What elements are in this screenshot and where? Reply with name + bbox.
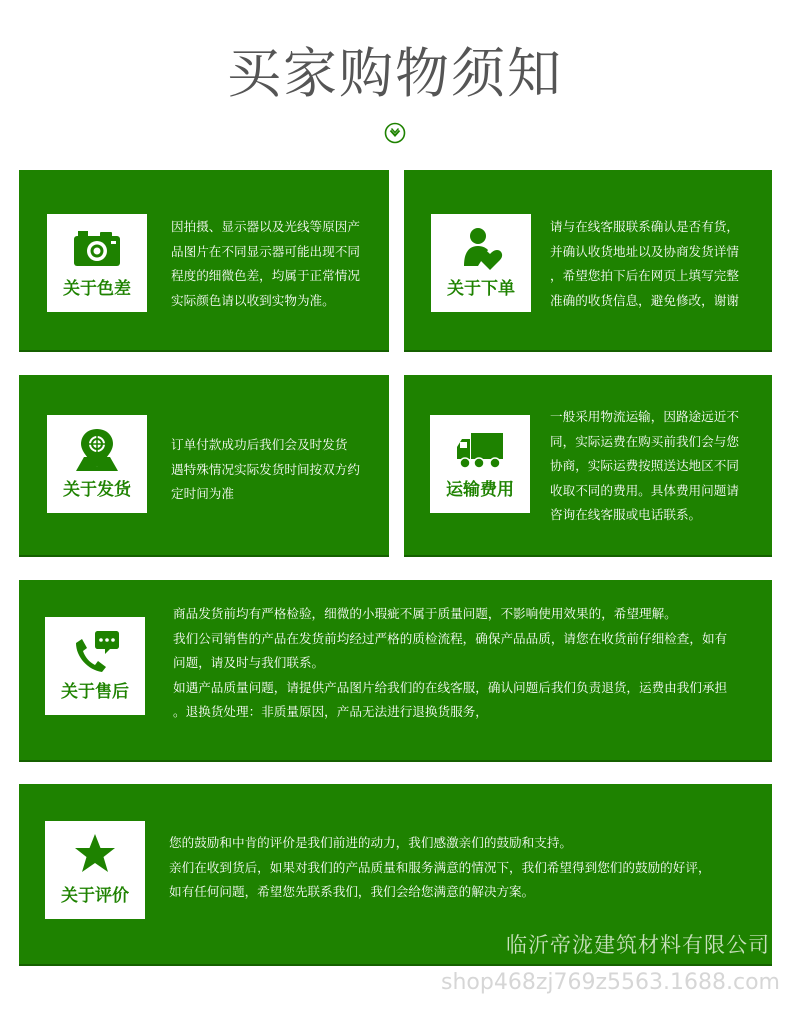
- location-pin-icon: [72, 427, 122, 471]
- card-label: 关于下单: [447, 279, 515, 299]
- icon-box: [47, 415, 147, 513]
- text-line: 实际颜色请以收到实物为准。: [171, 292, 335, 308]
- card-text: [171, 215, 381, 313]
- shop-url-watermark: shop468zj769z5563.1688.com: [441, 970, 780, 995]
- text-line: 并确认收货地址以及协商发货详情: [550, 243, 739, 259]
- text-line: 亲们在收到货后，如果对我们的产品质量和服务满意的情况下，我们希望得到您们的鼓励的好评，: [169, 859, 711, 875]
- icon-box: [47, 214, 147, 312]
- truck-icon: [455, 427, 505, 471]
- text-line: 如有任何问题，希望您先联系我们，我们会给您满意的解决方案。: [169, 884, 535, 899]
- text-line: 遇特殊情况实际发货时间按双方约: [171, 461, 360, 477]
- card-label: 关于发货: [63, 480, 131, 500]
- icon-box: [430, 415, 530, 513]
- text-line: 咨询在线客服或电话联系。: [550, 507, 702, 522]
- text-line: 您的鼓励和中肯的评价是我们前进的动力，我们感激亲们的鼓励和支持。: [169, 835, 572, 850]
- text-line: ，希望您拍下后在网页上填写完整: [550, 268, 739, 283]
- company-name: 临沂帝泷建筑材料有限公司: [506, 933, 770, 957]
- camera-icon: [72, 226, 122, 270]
- phone-chat-icon: [70, 629, 120, 673]
- info-card-ordering: [404, 170, 772, 352]
- text-line: 因拍摄、显示器以及光线等原因产: [171, 219, 360, 234]
- icon-box: [45, 617, 145, 715]
- text-line: 程度的细微色差，均属于正常情况: [171, 268, 360, 283]
- text-line: 收取不同的费用。具体费用问题请: [550, 482, 739, 498]
- user-heart-icon: [456, 226, 506, 270]
- text-line: 问题，请及时与我们联系。: [173, 655, 325, 670]
- text-line: 我们公司销售的产品在发货前均经过严格的质检流程，确保产品品质，请您在收货前仔细检查，如有: [173, 630, 728, 646]
- text-line: 请与在线客服联系确认是否有货，: [550, 219, 739, 234]
- card-label: 关于评价: [61, 886, 129, 906]
- text-line: 同，实际运费在购买前我们会与您: [550, 433, 739, 449]
- text-line: 订单付款成功后我们会及时发货: [171, 437, 348, 452]
- card-label: 关于色差: [63, 279, 131, 299]
- icon-box: [45, 821, 145, 919]
- card-label: 运输费用: [446, 480, 514, 500]
- card-text: [550, 215, 768, 313]
- info-card-freight: [404, 375, 772, 557]
- card-text: [171, 433, 381, 507]
- text-line: 定时间为准: [171, 486, 234, 501]
- info-card-shipping: [19, 375, 389, 557]
- text-line: 商品发货前均有严格检验，细微的小瑕疵不属于质量问题，不影响使用效果的，希望理解。: [173, 606, 677, 621]
- text-line: 如遇产品质量问题，请提供产品图片给我们的在线客服，确认问题后我们负责退货，运费由我们承担: [173, 679, 728, 695]
- text-line: 协商，实际运费按照送达地区不同: [550, 458, 739, 473]
- card-label: 关于售后: [61, 682, 129, 702]
- info-card-color-difference: [19, 170, 389, 352]
- text-line: 品图片在不同显示器可能出现不同: [171, 243, 360, 259]
- chevron-down-circle-icon: [384, 122, 406, 144]
- text-line: 准确的收货信息，避免修改，谢谢: [550, 292, 739, 308]
- info-card-after-sales: [19, 580, 772, 762]
- card-text: [550, 405, 768, 528]
- page-title: 买家购物须知: [227, 42, 563, 105]
- text-line: 。退换货处理：非质量原因，产品无法进行退换货服务，: [173, 704, 488, 719]
- text-line: 一般采用物流运输，因路途远近不: [550, 409, 739, 424]
- icon-box: [431, 214, 531, 312]
- card-text: [173, 602, 768, 725]
- star-icon: [70, 833, 120, 877]
- card-text: [169, 831, 764, 905]
